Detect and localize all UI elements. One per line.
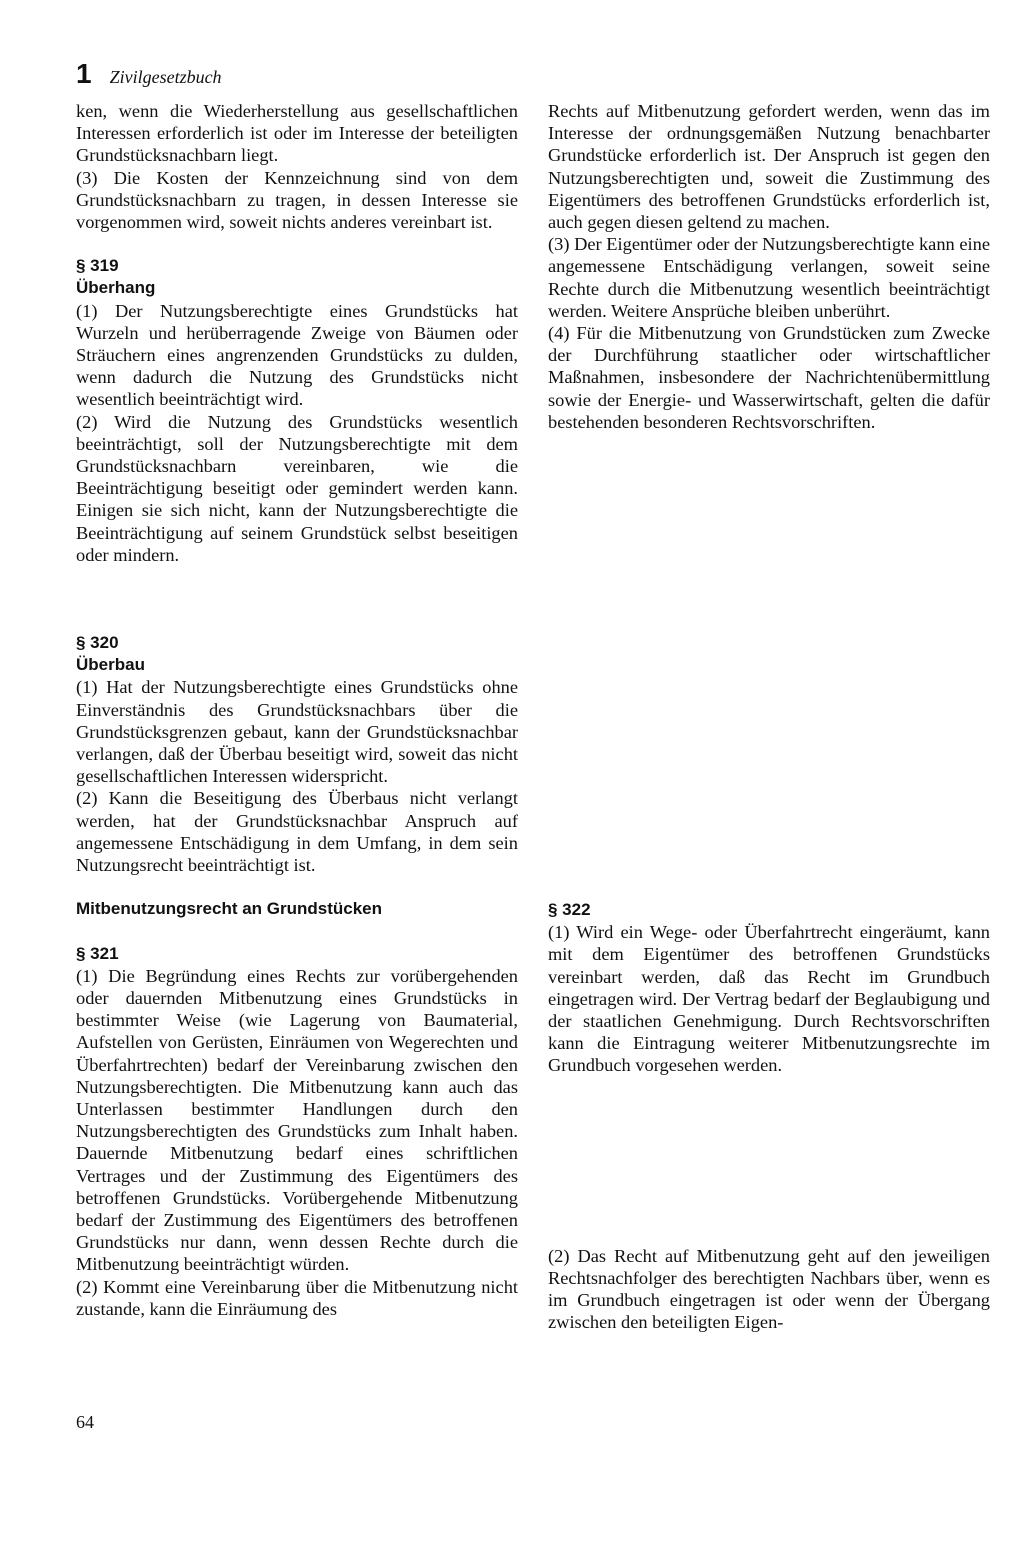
section-paragraph: (2) Das Recht auf Mitbenutzung geht auf den jeweiligen Rechtsnachfolger des berechtigten Nachbars über, wenn es im Grundbuch eingetragen ist oder wenn der Übergang zwischen den beteiligten Eigen- — [548, 1245, 990, 1333]
continuation-paragraph: (4) Für die Mitbenutzung von Grundstücken zum Zwecke der Durchführung staatlicher oder wirtschaftlicher Maßnahmen, insbesondere der Nachrichtenübermittlung sowie der Energie- und Wasserwirtschaft, gelten die dafür bestehenden besonderen Rechtsvorschriften. — [548, 323, 990, 432]
section-paragraph: (2) Wird die Nutzung des Grundstücks wesentlich beeinträchtigt, soll der Nutzungsberechtigte mit dem Grundstücksnachbarn vereinbaren, wie die Beeinträchtigung beseitigt oder gemindert werden kann. Einigen sie sich nicht, kann der Nutzungsberechtigte die Beeinträchtigung auf seinem Grundstück selbst beseitigen oder mindern. — [76, 411, 518, 565]
section-322 — [548, 899, 990, 1333]
intro-paragraph: (3) Die Kosten der Kennzeichnung sind von dem Grundstücksnachbarn zu tragen, in dessen Interesse sie vorgenommen wird, soweit nichts anderes vereinbart ist. — [76, 167, 518, 233]
intro-paragraph: ken, wenn die Wiederherstellung aus gesellschaftlichen Interessen erforderlich ist oder im Interesse der beteiligten Grundstücksnachbarn liegt. — [76, 101, 518, 166]
section-number: § 322 — [548, 900, 591, 920]
left-column — [76, 100, 518, 1320]
section-paragraph: (1) Wird ein Wege- oder Überfahrtrecht eingeräumt, kann mit dem Eigentümer des betroffenen Grundstücks vereinbart werden, daß das Recht im Grundbuch eingetragen wird. Der Vertrag bedarf der Beglaubigung und der staatlichen Genehmigung. Durch Rechtsvorschriften kann die Eintragung weiterer Mitbenutzungsrechte im Grundbuch vorgesehen werden. — [548, 922, 990, 1076]
continuation-paragraph: Rechts auf Mitbenutzung gefordert werden, wenn das im Interesse der ordnungsgemäßen Nutzung benachbarter Grundstücke erforderlich ist. Der Anspruch ist gegen den Nutzungsberechtigten und, soweit die Zustimmung des Eigentümers des betroffenen Grundstücks erforderlich ist, auch gegen diesen geltend zu machen. — [548, 101, 990, 233]
section-paragraph: (2) Kann die Beseitigung des Überbaus nicht verlangt werden, hat der Grundstücksnachbar Anspruch auf angemessene Entschädigung in dem Umfang, in dem sein Nutzungsrecht beeinträchtigt ist. — [76, 788, 518, 876]
section-paragraph: (2) Kommt eine Vereinbarung über die Mitbenutzung nicht zustande, kann die Einräumung des — [76, 1276, 518, 1319]
section-320 — [76, 632, 518, 876]
page-number: 64 — [76, 1412, 94, 1432]
page-header — [76, 58, 222, 90]
section-319 — [76, 255, 518, 566]
section-number: § 321 — [76, 943, 119, 963]
section-paragraph: (1) Hat der Nutzungsberechtigte eines Grundstücks ohne Einverständnis des Grundstücksnachbars über die Grundstücksgrenzen gebaut, kann der Grundstücksnachbar verlangen, daß der Überbau beseitigt wird, soweit das nicht gesellschaftlichen Interessen widerspricht. — [76, 677, 518, 787]
section-number: § 319 — [76, 256, 119, 276]
section-paragraph: (1) Die Begründung eines Rechts zur vorübergehenden oder dauernden Mitbenutzung eines Grundstücks in bestimmter Weise (wie Lagerung von Baumaterial, Aufstellen von Gerüsten, Einräumen von Wegerechten und Überfahrtrechten) bedarf der Vereinbarung zwischen den Nutzungsberechtigten. Die Mitbenutzung kann auch das Unterlassen bestimmter Handlungen durch den Nutzungsberechtigten des Grundstücks zum Inhalt haben. Dauernde Mitbenutzung bedarf eines schriftlichen Vertrages und der Zustimmung des Eigentümers des betroffenen Grundstücks. Vorübergehende Mitbenutzung bedarf der Zustimmung des Eigentümers des betroffenen Grundstücks nur dann, wenn dessen Rechte durch die Mitbenutzung beeinträchtigt würden. — [76, 965, 518, 1275]
chapter-title: Zivilgesetzbuch — [109, 67, 222, 87]
section-paragraph: (1) Der Nutzungsberechtigte eines Grundstücks hat Wurzeln und herüberragende Zweige von Bäumen oder Sträuchern eines angrenzenden Grundstücks zu dulden, wenn dadurch die Nutzung des Grundstücks nicht wesentlich beeinträchtigt wird. — [76, 300, 518, 410]
subheading: Mitbenutzungsrecht an Grundstücken — [76, 899, 383, 919]
section-number: § 320 — [76, 633, 119, 653]
section-title: Überbau — [76, 655, 145, 675]
chapter-number: 1 — [76, 58, 92, 89]
continuation-paragraph: (3) Der Eigentümer oder der Nutzungsberechtigte kann eine angemessene Entschädigung verlangen, soweit seine Rechte durch die Mitbenutzung wesentlich beeinträchtigt werden. Weitere Ansprüche bleiben unberührt. — [548, 234, 990, 321]
section-title: Überhang — [76, 278, 156, 298]
section-321 — [76, 943, 518, 1320]
right-column — [548, 100, 990, 1333]
